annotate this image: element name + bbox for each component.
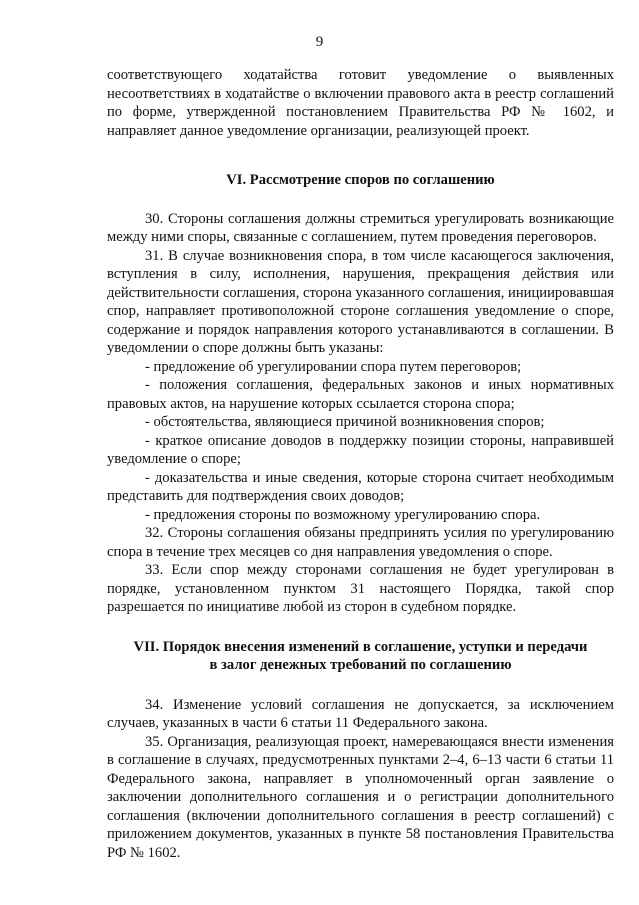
list-item: - предложения стороны по возможному урегулированию спора. bbox=[145, 506, 541, 523]
list-item: - обстоятельства, являющиеся причиной возникновения споров; bbox=[145, 414, 545, 430]
list-item: - предложение об урегулировании спора путем переговоров; bbox=[145, 358, 522, 375]
page-number: 9 bbox=[315, 34, 324, 50]
paragraph-35: 35. Организация, реализующая проект, намеревающаяся внести изменения в соглашение в случаях, предусмотренных пунктами 2–4, 6–13 части 6 статьи 11 Федерального закона, направляет в уполномоченный орган заявление о заключении дополнительного соглашения и о регистрации дополнительного соглашения (включении дополнительного соглашения в реестр соглашений) с приложением документов, указанных в пункте 58 постановления Правительства РФ № 1602. bbox=[107, 733, 614, 861]
paragraph-32: 32. Стороны соглашения обязаны предпринять усилия по урегулированию спора в течение трех месяцев со дня направления уведомления о споре. bbox=[107, 525, 614, 560]
document-body bbox=[107, 66, 614, 862]
paragraph-33: 33. Если спор между сторонами соглашения не будет урегулирован в порядке, установленном пунктом 31 настоящего Порядка, такой спор разрешается по инициативе любой из сторон в судебном порядке. bbox=[107, 562, 614, 615]
paragraph-34: 34. Изменение условий соглашения не допускается, за исключением случаев, указанных в части 6 статьи 11 Федерального закона. bbox=[107, 696, 614, 731]
section-7-heading-line-1: VII. Порядок внесения изменений в соглашение, уступки и передачи bbox=[133, 638, 588, 655]
section-6-heading: VI. Рассмотрение споров по соглашению bbox=[226, 172, 495, 188]
paragraph-31: 31. В случае возникновения спора, в том числе касающегося заключения, вступления в силу, исполнения, нарушения, прекращения действия или действительности соглашения, сторона указанного соглашения, инициировавшая спор, направляет противоположной стороне соглашения уведомление о споре, содержание и порядок направления которого устанавливаются в соглашении. В уведомлении о споре должны быть указаны: bbox=[107, 247, 614, 356]
list-item: - доказательства и иные сведения, которые сторона считает необходимым представить для подтверждения своих доводов; bbox=[107, 469, 614, 504]
section-7-heading-line-2: в залог денежных требований по соглашению bbox=[209, 657, 512, 673]
list-item: - положения соглашения, федеральных законов и иных нормативных правовых актов, на нарушение которых ссылается сторона спора; bbox=[107, 377, 614, 412]
list-item: - краткое описание доводов в поддержку позиции стороны, направившей уведомление о споре; bbox=[107, 432, 614, 467]
paragraph-intro: соответствующего ходатайства готовит уведомление о выявленных несоответствиях в ходатайстве о включении правового акта в реестр соглашений по форме, утвержденной постановлением Правительства РФ № 1602, и направляет данное уведомление организации, реализующей проект. bbox=[107, 67, 614, 139]
paragraph-30: 30. Стороны соглашения должны стремиться урегулировать возникающие между ними споры, связанные с соглашением, путем проведения переговоров. bbox=[107, 210, 614, 245]
